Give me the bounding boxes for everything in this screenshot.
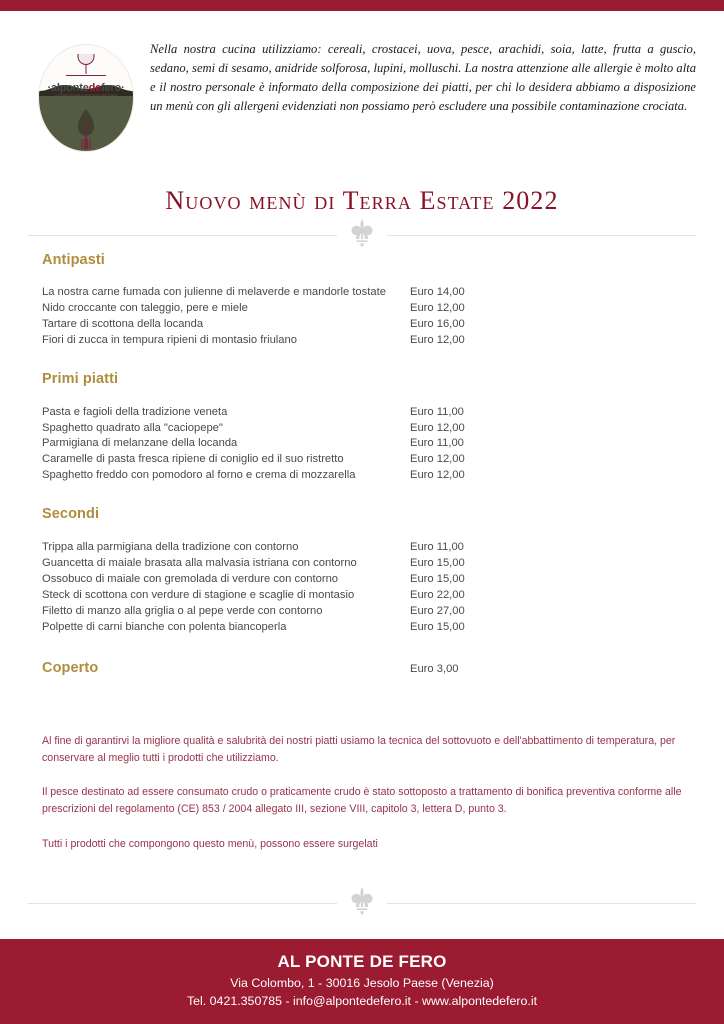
fleur-de-lis-glyph xyxy=(349,219,375,247)
menu-section-secondi xyxy=(42,506,682,635)
restaurant-contact: Tel. 0421.350785 - info@alpontedefero.it - www.alpontedefero.it xyxy=(186,993,538,1008)
menu-item-name: Tartare di scottona della locanda xyxy=(42,317,204,330)
menu-item-name: Fiori di zucca in tempura ripieni di montasio friulano xyxy=(42,333,297,346)
menu-item-name: Nido croccante con taleggio, pere e miele xyxy=(42,301,248,314)
restaurant-logo xyxy=(38,44,134,152)
logo-accent-text: de xyxy=(88,82,102,94)
menu-item xyxy=(42,540,682,556)
menu-section-coperto xyxy=(42,660,682,676)
logo-container xyxy=(0,40,150,152)
menu-item-price: Euro 15,00 xyxy=(410,572,465,585)
menu-item xyxy=(42,285,682,301)
page-header xyxy=(0,40,724,160)
menu-item xyxy=(42,317,682,333)
menu-item-name: La nostra carne fumada con julienne di melaverde e mandorle tostate xyxy=(42,286,386,298)
section-heading: Antipasti xyxy=(42,252,105,268)
fleur-de-lis-glyph xyxy=(349,887,375,915)
section-item-list xyxy=(42,405,682,485)
menu-item xyxy=(42,556,682,572)
menu-item-name: Steck di scottona con verdure di stagione e scaglie di montasio xyxy=(42,588,355,601)
top-accent-band xyxy=(0,0,724,11)
menu-item-name: Spaghetto freddo con pomodoro al forno e crema di mozzarella xyxy=(42,469,356,482)
fleur-de-lis-icon xyxy=(337,219,387,251)
menu-item xyxy=(42,452,682,468)
footnotes xyxy=(42,733,692,853)
footnote-pesce-crudo: Il pesce destinato ad essere consumato crudo o praticamente crudo è stato sottoposto a trattamento di bonifica preventiva conforme alle prescrizioni del regolamento (CE) 853 / 2004 allegato III, sezione VIII, capitolo 3, lettera D, punto 3. xyxy=(42,786,682,816)
menu-item xyxy=(42,620,682,636)
fleur-de-lis-icon xyxy=(337,887,387,919)
menu-section-primi-piatti xyxy=(42,371,682,485)
coperto-price: Euro 3,00 xyxy=(410,662,459,675)
logo-rule-icon xyxy=(66,75,106,76)
footnote-sottovuoto: Al fine di garantirvi la migliore qualità e salubrità dei nostri piatti usiamo la tecnica del sottovuoto e dell'abbattimento di temperatura, per conservare al meglio tutti i prodotti che utilizziamo. xyxy=(42,735,676,765)
menu-item-price: Euro 15,00 xyxy=(410,620,465,633)
menu-item-price: Euro 11,00 xyxy=(410,541,464,554)
allergen-notice: Nella nostra cucina utilizziamo: cereali, crostacei, uova, pesce, arachidi, soia, latte, frutta a guscio, sedano, semi di sesamo, anidride solforosa, lupini, molluschi. La nostra attenzione alle allergie è molto alta e il nostro personale è informato della composizione dei piatti, per chi lo desidera abbiamo a disposizione un menù con gli allergeni evidenziati non possiamo però escludere una possibile contaminazione crociata. xyxy=(150,42,696,114)
menu-item-price: Euro 14,00 xyxy=(410,286,465,298)
menu-item xyxy=(42,588,682,604)
section-item-list xyxy=(42,285,682,349)
menu-item xyxy=(42,572,682,588)
section-item-list xyxy=(42,540,682,635)
menu-item-name: Ossobuco di maiale con gremolada di verdure con contorno xyxy=(42,572,339,585)
menu-section-antipasti xyxy=(42,252,682,349)
menu-item-price: Euro 16,00 xyxy=(410,317,465,330)
section-heading: Coperto xyxy=(42,659,99,676)
restaurant-address: Via Colombo, 1 - 30016 Jesolo Paese (Venezia) xyxy=(230,976,494,990)
menu-item xyxy=(42,333,682,349)
menu-item xyxy=(42,604,682,620)
section-heading: Secondi xyxy=(42,506,100,523)
menu-item-name: Filetto di manzo alla griglia o al pepe verde con contorno xyxy=(42,604,323,617)
menu-sections xyxy=(42,252,682,676)
wine-glass-icon xyxy=(78,54,95,76)
menu-item xyxy=(42,405,682,421)
ornament-divider-bottom xyxy=(28,888,696,918)
menu-item-price: Euro 15,00 xyxy=(410,557,465,570)
menu-item-name: Spaghetto quadrato alla "caciopepe" xyxy=(42,421,223,434)
fork-icon xyxy=(75,101,97,149)
menu-item-name: Pasta e fagioli della tradizione veneta xyxy=(42,405,228,418)
coperto-row xyxy=(42,660,682,676)
menu-item-name: Caramelle di pasta fresca ripiene di coniglio ed il suo ristretto xyxy=(42,453,344,466)
logo-wordmark: ·alpontedefero· xyxy=(47,82,125,94)
menu-item xyxy=(42,436,682,452)
menu-item-name: Polpette di carni bianche con polenta biancoperla xyxy=(42,620,287,633)
menu-item-price: Euro 27,00 xyxy=(410,604,465,617)
menu-item xyxy=(42,301,682,317)
menu-item-price: Euro 12,00 xyxy=(410,453,465,466)
menu-item-price: Euro 12,00 xyxy=(410,301,465,314)
menu-item-price: Euro 12,00 xyxy=(410,333,465,346)
menu-item-price: Euro 11,00 xyxy=(410,405,464,418)
menu-item-name: Trippa alla parmigiana della tradizione con contorno xyxy=(42,541,299,554)
menu-item-price: Euro 12,00 xyxy=(410,469,465,482)
menu-item-price: Euro 12,00 xyxy=(410,421,465,434)
menu-item-name: Parmigiana di melanzane della locanda xyxy=(42,437,238,450)
ornament-divider-top xyxy=(28,220,696,250)
section-heading: Primi piatti xyxy=(42,370,119,387)
menu-item xyxy=(42,468,682,484)
menu-item-name: Guancetta di maiale brasata alla malvasia istriana con contorno xyxy=(42,557,357,570)
menu-item-price: Euro 22,00 xyxy=(410,588,465,601)
page-footer xyxy=(0,939,724,1024)
menu-item xyxy=(42,421,682,437)
logo-subtitle: LOCANDA OSTERIA ENOTECA TRATTORIA xyxy=(54,94,118,97)
menu-title: Nuovo menù di Terra Estate 2022 xyxy=(165,186,559,215)
restaurant-name: AL PONTE DE FERO xyxy=(277,952,447,971)
menu-item-price: Euro 11,00 xyxy=(410,437,464,450)
footnote-surgelati: Tutti i prodotti che compongono questo menù, possono essere surgelati xyxy=(42,837,378,850)
